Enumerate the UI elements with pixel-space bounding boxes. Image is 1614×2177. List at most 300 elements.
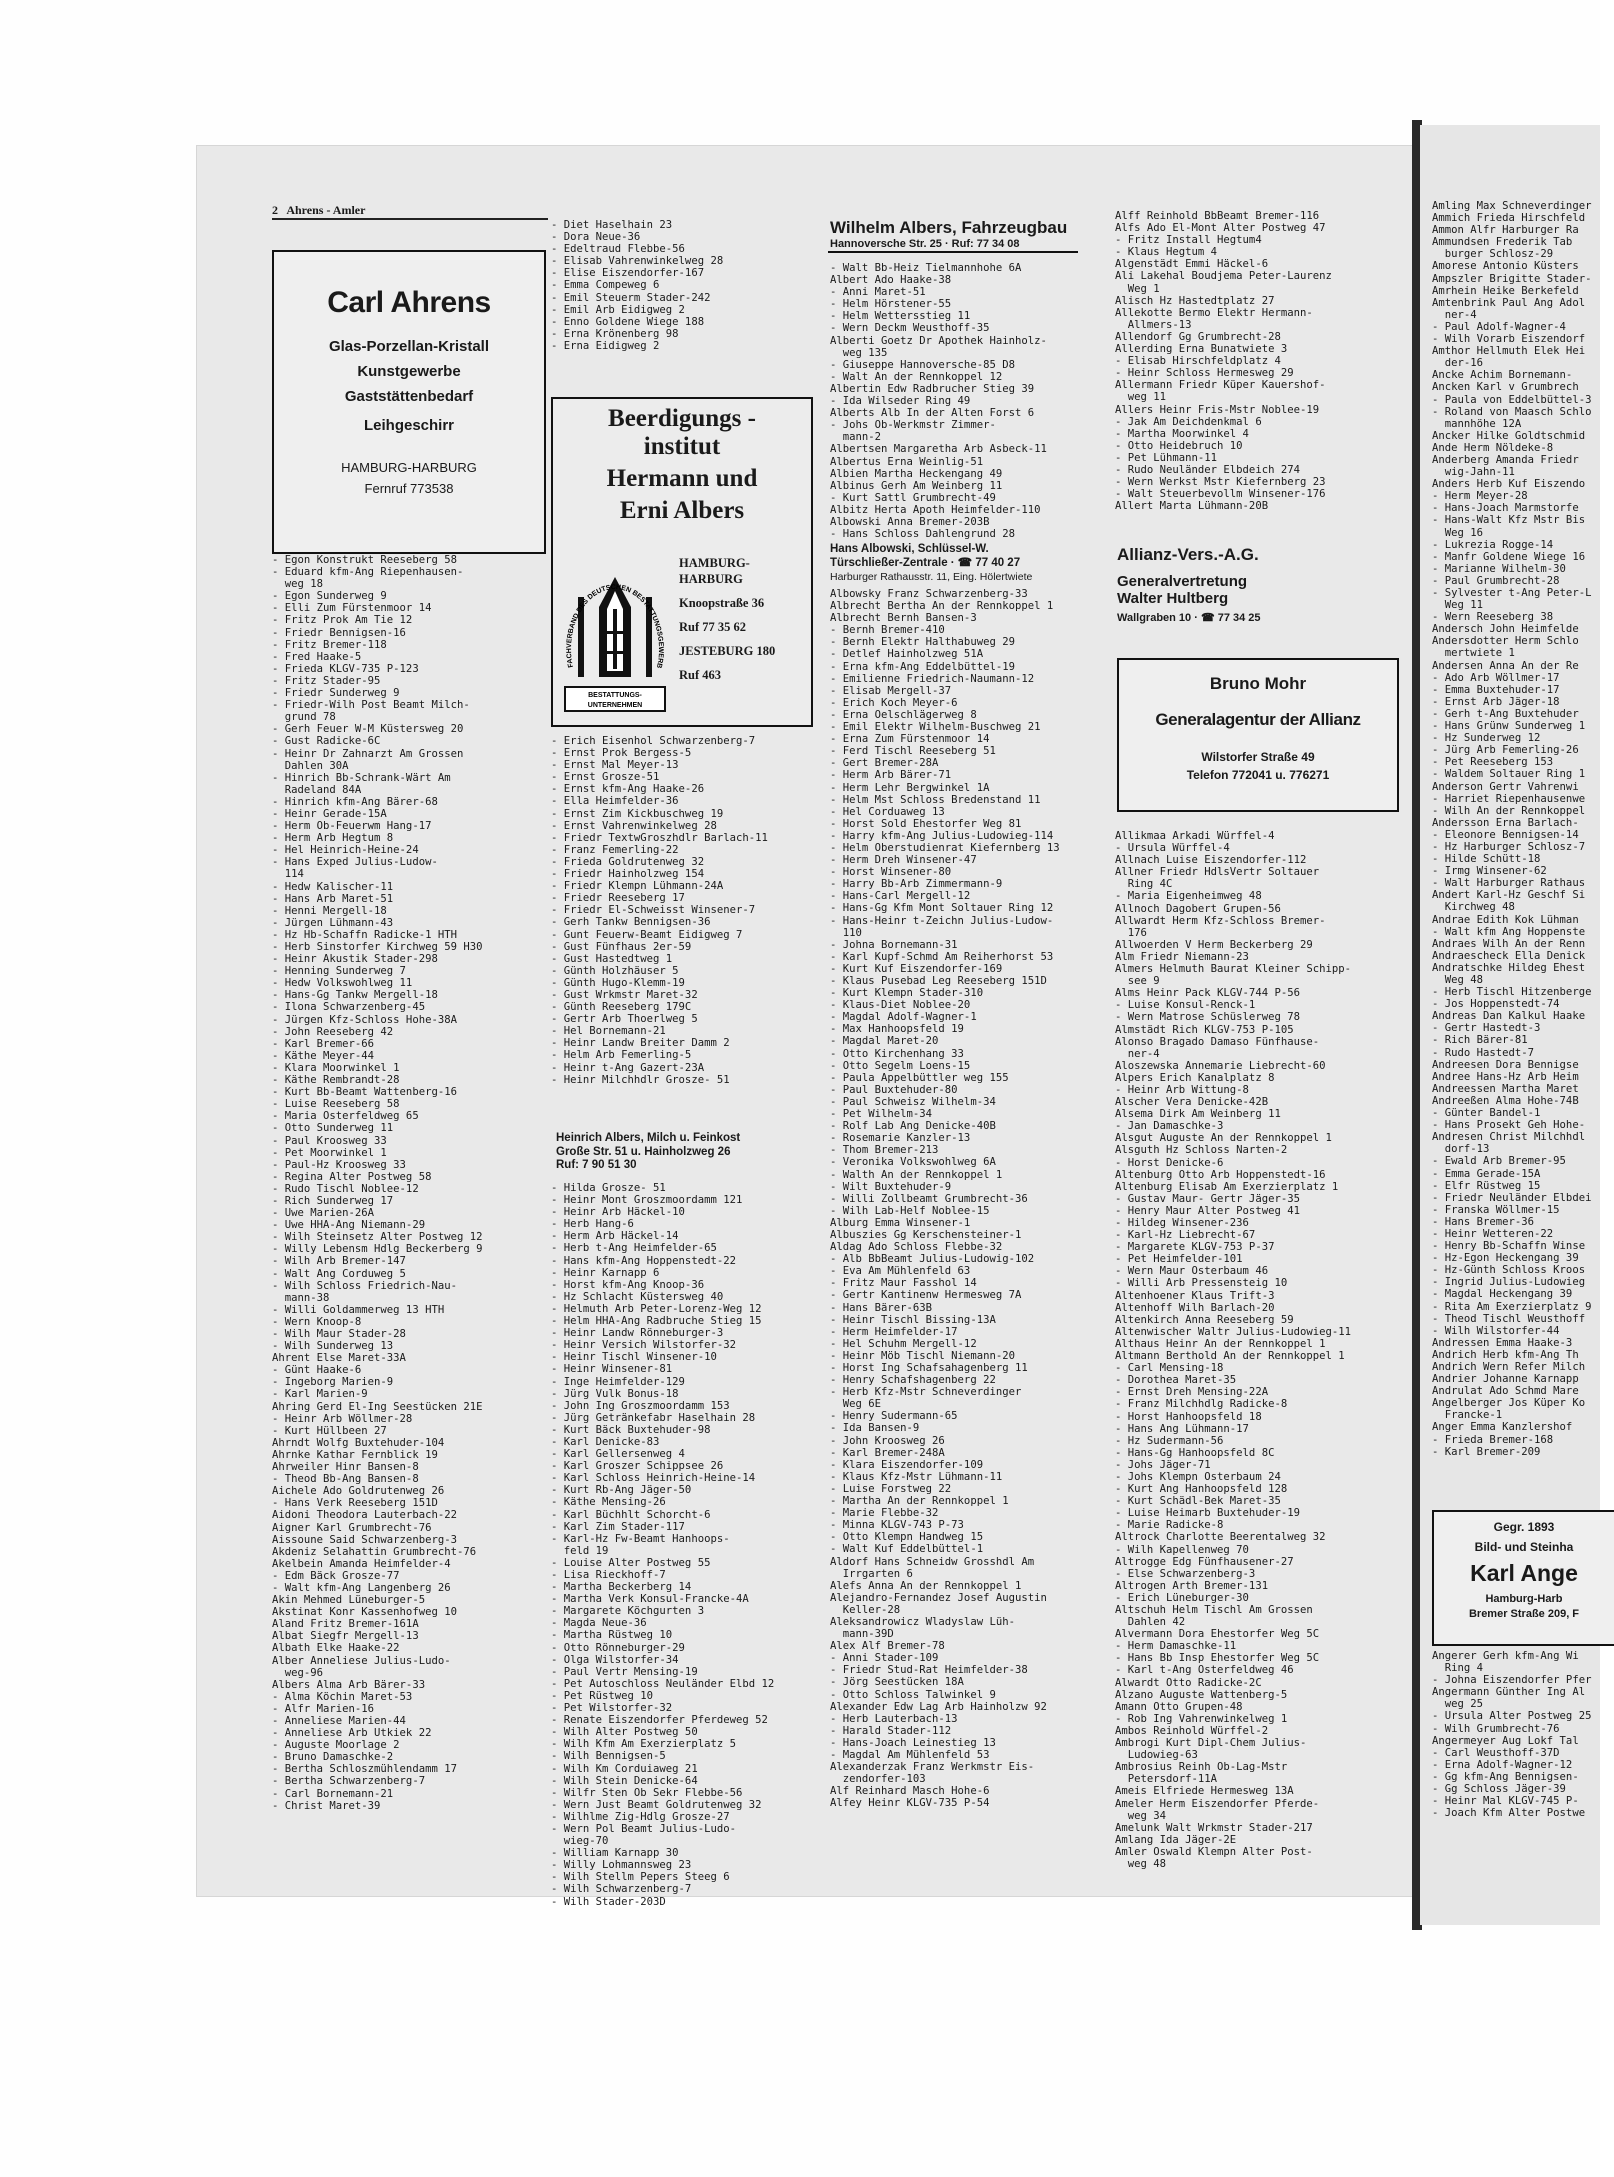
ad-ahrens-line4: Leihgeschirr [363, 417, 455, 434]
listing-entry: Ameler Herm Eiszendorfer Pferde- [1115, 1797, 1320, 1810]
listing-entry: Allwardt Herm Kfz-Schloss Bremer- [1115, 914, 1326, 927]
listing-entry: - Fritz Stader-95 [272, 674, 381, 687]
listing-entry: - Henning Sunderweg 7 [272, 965, 406, 978]
listing-entry: Andressen Emma Haake-3 [1432, 1336, 1573, 1349]
listing-entry: - Sylvester t-Ang Peter-L [1432, 587, 1592, 599]
listing-entry: - Walt Kuf Eddelbüttel-1 [830, 1543, 984, 1556]
svg-text:UNTERNEHMEN: UNTERNEHMEN [587, 702, 643, 709]
page-range-title: Ahrens - Amler [286, 203, 366, 217]
listing-entry: Angermann Günther Ing Al [1432, 1686, 1586, 1699]
listing-entry: - Wilh Alter Postweg 50 [551, 1726, 698, 1739]
listing-entry: Alexanderzak Franz Werkmstr Eis- [830, 1761, 1035, 1774]
listing-entry: - Friedr Hainholzweg 154 [551, 868, 705, 881]
listing-entry: - Heinr Akustik Stader-298 [272, 953, 438, 966]
listing-entry: - Wilh Wilstorfer-44 [1432, 1324, 1560, 1337]
listing-entry: Altrock Charlotte Beerentalweg 32 [1115, 1531, 1326, 1544]
listing-entry: - Friedr Bennigsen-16 [272, 626, 406, 639]
listing-entry: Alonso Bragado Damaso Fünfhause- [1115, 1035, 1320, 1048]
listing-entry: - Gerh t-Ang Buxtehuder [1432, 707, 1579, 720]
listing-entry: - Harriet Riepenhausenwe [1432, 792, 1586, 805]
ad-ahrens-line2: Kunstgewerbe [357, 363, 461, 380]
listing-entry: - Wilh Kapellenweg 70 [1115, 1543, 1249, 1556]
listing-entry: Ring 4C [1115, 878, 1173, 891]
listing-entry: Albertsen Margaretha Arb Asbeck-11 [830, 443, 1047, 456]
listing-entry: Altenkirch Anna Reeseberg 59 [1115, 1313, 1294, 1326]
listing-entry: - Wilh Stader-203D [551, 1895, 666, 1908]
listing-entry: - Fritz Maur Fasshol 14 [830, 1277, 977, 1290]
listing-entry: feld 19 [551, 1544, 609, 1557]
column-2-top [551, 219, 811, 357]
listing-entry: - Pet Rüstweg 10 [551, 1689, 654, 1702]
listing-entry: - Bruno Damaschke-2 [272, 1751, 394, 1764]
listing-entry: - Paul Buxtehuder-80 [830, 1083, 958, 1096]
listing-entry: Amler Oswald Klempn Alter Post- [1115, 1845, 1313, 1858]
listing-entry: - Hinrich kfm-Ang Bärer-68 [272, 795, 438, 808]
listing-entry: Andreesen Dora Bennigse [1432, 1058, 1579, 1071]
listing-entry: Almstädt Rich KLGV-753 P-105 [1115, 1023, 1294, 1036]
listing-entry: - Martha Beckerberg 14 [551, 1581, 692, 1594]
listing-entry: - Johs Ob-Werkmstr Zimmer- [830, 419, 996, 432]
listing-entry: - Friedr Klempn Lühmann-24A [551, 880, 724, 893]
listing-entry: - Carl Bornemann-21 [272, 1787, 394, 1800]
listing-entry: - Wern Knoop-8 [272, 1315, 362, 1328]
listing-entry: Alm Friedr Niemann-23 [1115, 950, 1249, 963]
listing-entry: - Hans-Gg Tankw Mergell-18 [272, 989, 438, 1002]
svg-text:BESTATTUNGS-: BESTATTUNGS- [588, 692, 642, 699]
listing-entry: - Herm Arb Hegtum 8 [272, 832, 394, 845]
listing-entry: Ludowieg-63 [1115, 1749, 1198, 1762]
listing-entry: - Martha Moorwinkel 4 [1115, 427, 1249, 440]
listing-entry: - Hz Sunderweg 12 [1432, 732, 1541, 745]
listing-entry: - Heinr Arb Häckel-10 [551, 1206, 685, 1219]
listing-entry: - Hz Hb-Schaffn Radicke-1 HTH [272, 928, 457, 941]
listing-entry: Alexander Edw Lag Arb Hainholzw 92 [830, 1700, 1047, 1713]
listing-entry: - Klaus Hegtum 4 [1115, 246, 1218, 259]
listing-entry: Ancke Achim Bornemann- [1432, 369, 1573, 382]
ad-bruno-mohr [1117, 658, 1399, 812]
column-1 [272, 554, 547, 1894]
listing-entry: - Bernh Elektr Halthabuweg 29 [830, 636, 1015, 649]
listing-entry: - Renate Eiszendorfer Pferdeweg 52 [551, 1714, 768, 1727]
listing-entry: Weg 1 [1115, 282, 1160, 295]
ad-albers-car-addr: Hannoversche Str. 25 · Ruf: 77 34 08 [830, 238, 1020, 250]
listing-entry: - Paul Kroosweg 33 [272, 1134, 387, 1147]
ad-mohr-name: Bruno Mohr [1209, 674, 1307, 693]
listing-entry: - William Karnapp 30 [551, 1847, 679, 1860]
listing-entry: - Wilh Grumbrecht-76 [1432, 1722, 1560, 1735]
listing-entry: - Luise Konsul-Renck-1 [1115, 999, 1256, 1012]
listing-entry: - Hans-Joach Leinestieg 13 [830, 1736, 996, 1749]
listing-entry: - Heinr Schloss Hermesweg 29 [1115, 367, 1294, 380]
listing-entry: Alms Heinr Pack KLGV-744 P-56 [1115, 987, 1300, 1000]
listing-entry: - Ursula Würffel-4 [1115, 842, 1230, 855]
listing-entry: - Paul Grumbrecht-28 [1432, 574, 1560, 587]
listing-entry: - Gertr Hastedt-3 [1432, 1022, 1541, 1035]
listing-entry: - Christ Maret-39 [272, 1799, 381, 1812]
listing-entry: Akin Mehmed Lüneburger-5 [272, 1594, 426, 1607]
listing-entry: - Irmg Winsener-62 [1432, 865, 1547, 878]
listing-entry: - Heinr Karnapp 6 [551, 1266, 660, 1279]
listing-entry: - Heinr Landw Breiter Damm 2 [551, 1037, 730, 1050]
listing-entry: - Hans Bärer-63B [830, 1301, 933, 1314]
listing-entry: - Heinr Versich Wilstorfer-32 [551, 1339, 736, 1352]
listing-entry: Weg 48 [1432, 974, 1484, 986]
column-4-main [1115, 830, 1405, 1898]
listing-entry: Allwoerden V Herm Beckerberg 29 [1115, 938, 1313, 951]
ad-ahrens-line3: Gaststättenbedarf [344, 388, 474, 405]
listing-entry: - Magdal Am Mühlenfeld 53 [830, 1749, 990, 1761]
listing-entry: - Günt Haake-6 [272, 1364, 362, 1377]
ad-angerer-name: Karl Ange [1470, 1560, 1578, 1586]
listing-entry: - Ilona Schwarzenberg-45 [272, 1001, 426, 1014]
listing-entry: - Wilh Arb Bremer-147 [272, 1255, 406, 1268]
listing-entry: - Hilda Grosze- 51 [551, 1182, 666, 1194]
listing-entry: - Gunt Feuerw-Beamt Eidigweg 7 [551, 928, 743, 941]
listing-entry: - Henry Bb-Schaffn Winse [1432, 1240, 1586, 1253]
listing-entry: - Otto Kirchenhang 33 [830, 1047, 964, 1060]
listing-entry: - Herm Arb Bärer-71 [830, 769, 952, 782]
listing-entry: - Carl Weusthoff-37D [1432, 1746, 1560, 1759]
listing-entry: - Herm Damaschke-11 [1115, 1640, 1237, 1653]
listing-entry: - Walt Ang Corduweg 5 [272, 1267, 406, 1280]
listing-entry: - Gust Fünfhaus 2er-59 [551, 940, 692, 953]
listing-entry: - Rudo Tischl Noblee-12 [272, 1182, 419, 1195]
listing-entry: - Ernst Grosze-51 [551, 771, 660, 784]
listing-entry: - Minna KLGV-743 P-73 [830, 1519, 964, 1532]
listing-entry: - Auguste Moorlage 2 [272, 1739, 400, 1752]
listing-entry: - Walt An der Rennkoppel 12 [830, 370, 1003, 383]
listing-entry: Alsguth Hz Schloss Narten-2 [1115, 1144, 1288, 1157]
listing-entry: - Ernst Prok Bergess-5 [551, 747, 692, 760]
listing-entry: - Hans Arb Maret-51 [272, 892, 394, 905]
listing-entry: der-16 [1432, 357, 1484, 370]
listing-entry: - Elli Zum Fürstenmoor 14 [272, 602, 432, 615]
listing-entry: - Luise Reeseberg 58 [272, 1098, 400, 1111]
listing-entry: Aichele Ado Goldrutenweg 26 [272, 1485, 445, 1498]
listing-entry: - Edeltraud Flebbe-56 [551, 243, 685, 256]
listing-entry: - Johna Eiszendorfer Pfer [1432, 1674, 1592, 1687]
listing-entry: - Johs Jäger-71 [1115, 1458, 1211, 1471]
ad-mohr-addr: Wilstorfer Straße 49 [1201, 750, 1315, 764]
listing-entry: - Rob Ing Vahrenwinkelweg 1 [1115, 1712, 1288, 1725]
listing-entry: Andrich Wern Refer Milch [1432, 1361, 1586, 1373]
listing-entry: Ahring Gerd El-Ing Seestücken 21E [272, 1400, 483, 1413]
listing-entry: - Emil Arb Eidigweg 2 [551, 303, 685, 316]
listing-entry: - Heinr Arb Wöllmer-28 [272, 1412, 413, 1425]
listing-entry: - Frieda Goldrutenweg 32 [551, 855, 705, 868]
listing-entry: Alfey Heinr KLGV-735 P-54 [830, 1797, 990, 1810]
listing-entry: - Käthe Meyer-44 [272, 1049, 375, 1062]
listing-entry: Ammich Frieda Hirschfeld [1432, 212, 1586, 225]
listing-entry: - Heinr Arb Wittung-8 [1115, 1083, 1249, 1096]
listing-entry: Albath Elke Haake-22 [272, 1642, 400, 1655]
listing-entry: - Rich Sunderweg 17 [272, 1194, 394, 1207]
listing-entry: - Jan Damaschke-3 [1115, 1120, 1224, 1133]
listing-entry: weg 48 [1115, 1857, 1167, 1870]
listing-entry: - Heinr Mal KLGV-745 P- [1432, 1795, 1579, 1808]
listing-entry: - Alfr Marien-16 [272, 1702, 375, 1715]
listing-entry: mertwiete 1 [1432, 647, 1515, 660]
listing-entry: - Ida Bansen-9 [830, 1422, 920, 1435]
listing-entry: - Wern Matrose Schüslerweg 78 [1115, 1011, 1300, 1024]
listing-entry: Angelberger Jos Küper Ko [1432, 1397, 1586, 1410]
listing-entry: - Karl-Hz Fw-Beamt Hanhoops- [551, 1532, 730, 1545]
listing-entry: - Herm Meyer-28 [1432, 490, 1528, 503]
listing-entry: 176 [1115, 926, 1147, 939]
listing-entry: Algenstädt Emmi Häckel-6 [1115, 258, 1269, 271]
listing-entry: - Gustav Maur- Gertr Jäger-35 [1115, 1192, 1300, 1205]
ad-angerer-founded: Gegr. 1893 [1493, 1520, 1555, 1534]
listing-entry: - Magdal Maret-20 [830, 1035, 939, 1048]
listing-entry: - Herb Tischl Hitzenberge [1432, 986, 1592, 999]
listing-entry: Andersch John Heimfelde [1432, 623, 1579, 636]
listing-entry: 110 [830, 926, 862, 939]
listing-entry: Andersson Erna Barlach- [1432, 816, 1579, 829]
listing-entry: Aldorf Hans Schneidw Grosshdl Am [830, 1555, 1035, 1568]
listing-entry: - Joach Kfm Alter Postwe [1432, 1807, 1586, 1820]
listing-entry: Amlang Ida Jäger-2E [1115, 1833, 1237, 1846]
ad-allianz-addr: Wallgraben 10 · ☎ 77 34 25 [1117, 612, 1261, 624]
listing-entry: - Günth Hugo-Klemm-19 [551, 976, 685, 989]
page-number: 2 [272, 203, 278, 217]
listing-entry: - Gust Radicke-6C [272, 735, 381, 748]
listing-entry: - Pet Wilhelm-34 [830, 1108, 933, 1121]
listing-entry: - Waldem Soltauer Ring 1 [1432, 768, 1586, 781]
listing-entry: weg 34 [1115, 1809, 1167, 1822]
listing-entry: - Herm Arb Häckel-14 [551, 1230, 679, 1243]
listing-entry: - Karl Bremer-248A [830, 1446, 945, 1459]
listing-entry: - Horst Ing Schafsahagenberg 11 [830, 1362, 1028, 1374]
listing-entry: Allner Friedr HdlsVertr Soltauer [1115, 866, 1320, 879]
listing-entry: - Günter Bandel-1 [1432, 1107, 1541, 1120]
listing-entry: - Herm Dreh Winsener-47 [830, 854, 977, 867]
header-rule [272, 218, 548, 220]
listing-entry: Anders Herb Kuf Eiszendo [1432, 478, 1586, 491]
listing-entry: - Hans Grünw Sunderweg 1 [1432, 720, 1586, 733]
listing-entry: Alsgut Auguste An der Rennkoppel 1 [1115, 1132, 1332, 1145]
listing-entry: - Herm Heimfelder-17 [830, 1325, 958, 1338]
listing-entry: Francke-1 [1432, 1409, 1503, 1422]
listing-entry: Allekotte Bermo Elektr Hermann- [1115, 306, 1313, 319]
listing-entry: Albien Martha Heckengang 49 [830, 467, 1003, 480]
listing-entry: Albert Ado Haake-38 [830, 274, 952, 287]
listing-entry: - Herm Lehr Bergwinkel 1A [830, 781, 990, 794]
listing-entry: - Willi Arb Pressensteig 10 [1115, 1277, 1288, 1290]
listing-entry: Albowsky Franz Schwarzenberg-33 [830, 588, 1028, 600]
listing-entry: - Anneliese Marien-44 [272, 1715, 406, 1727]
listing-entry: - Margarete Köchgurten 3 [551, 1605, 705, 1618]
listing-entry: - Klaus Kfz-Mstr Lühmann-11 [830, 1470, 1003, 1483]
listing-entry: - Wilh Maur Stader-28 [272, 1328, 406, 1340]
listing-entry: - Edm Bäck Grosze-77 [272, 1569, 400, 1582]
listing-entry: Ahrent Else Maret-33A [272, 1352, 406, 1365]
ad-albowski-sub: Türschließer-Zentrale · ☎ 77 40 27 [830, 557, 1021, 569]
listing-entry: - Margarete KLGV-753 P-37 [1115, 1241, 1275, 1254]
listing-entry: - Hans Verk Reeseberg 151D [272, 1497, 438, 1510]
listing-entry: - Pet Heimfelder-101 [1115, 1253, 1243, 1266]
listing-entry: weg 11 [1115, 391, 1167, 404]
listing-entry: - Giuseppe Hannoversche-85 D8 [830, 358, 1015, 371]
listing-entry: - Friedr El-Schweisst Winsener-7 [551, 904, 756, 917]
listing-entry: - Herb Lauterbach-13 [830, 1712, 958, 1725]
listing-entry: - Willy Lebensm Hdlg Beckerberg 9 [272, 1243, 483, 1256]
listing-entry: Andreas Dan Kalkul Haake [1432, 1010, 1586, 1023]
listing-entry: Dahlen 42 [1115, 1616, 1186, 1629]
listing-entry: Alpers Erich Kanalplatz 8 [1115, 1071, 1275, 1084]
listing-entry: burger Schlosz-29 [1432, 248, 1554, 261]
listing-entry: - Helm Oberstudienrat Kiefernberg 13 [830, 841, 1060, 854]
listing-entry: - Karl Gellersenweg 4 [551, 1448, 685, 1461]
listing-entry: Alfs Ado El-Mont Alter Postweg 47 [1115, 222, 1326, 235]
listing-entry: - Luise Forstweg 22 [830, 1482, 952, 1495]
listing-entry: weg 135 [830, 346, 888, 359]
listing-entry: - Klara Moorwinkel 1 [272, 1061, 400, 1074]
listing-entry: - Heinr Mont Groszmoordamm 121 [551, 1194, 743, 1207]
listing-entry: - Kurt Bb-Beamt Wattenberg-16 [272, 1086, 457, 1099]
listing-entry: Andrich Herb kfm-Ang Th [1432, 1348, 1579, 1361]
listing-entry: - Marie Radicke-8 [1115, 1519, 1224, 1532]
column-4-top [1115, 210, 1405, 515]
listing-entry: Andrae Edith Kok Lühman [1432, 913, 1579, 926]
listing-entry: - Herb Hang-6 [551, 1218, 634, 1231]
listing-entry: - Hans-Heinr t-Zeichn Julius-Ludow- [830, 914, 1054, 927]
listing-entry: Allers Heinr Fris-Mstr Noblee-19 [1115, 403, 1320, 416]
listing-entry: - Anneliese Arb Utkiek 22 [272, 1727, 432, 1740]
listing-entry: - Hel Heinrich-Heine-24 [272, 844, 419, 857]
listing-entry: wieg-70 [551, 1835, 609, 1848]
listing-entry: - Karl Groszer Schippsee 26 [551, 1460, 724, 1473]
ad-mohr-sub: Generalagentur der Allianz [1155, 710, 1361, 729]
listing-entry: - Hans-Carl Mergell-12 [830, 890, 971, 903]
listing-entry: - Harry Bb-Arb Zimmermann-9 [830, 878, 1003, 891]
listing-entry: - John Kroosweg 26 [830, 1434, 945, 1447]
listing-entry: Akdeniz Selahattin Grumbrecht-76 [272, 1545, 477, 1558]
listing-entry: - Wilh Bennigsen-5 [551, 1750, 666, 1763]
listing-entry: - Kurt Ang Hanhoopsfeld 128 [1115, 1483, 1288, 1496]
listing-entry: - Olga Wilstorfer-34 [551, 1653, 679, 1666]
listing-entry: Angerer Gerh kfm-Ang Wi [1432, 1650, 1579, 1662]
listing-entry: - Hans-Gg Kfm Mont Soltauer Ring 12 [830, 902, 1054, 915]
listing-entry: Ambos Reinhold Würffel-2 [1115, 1724, 1269, 1737]
listing-entry: - Magda Neue-36 [551, 1617, 647, 1630]
listing-entry: - Emma Buxtehuder-17 [1432, 683, 1560, 696]
listing-entry: - Otto Rönneburger-29 [551, 1641, 685, 1654]
listing-entry: Allnach Luise Eiszendorfer-112 [1115, 854, 1307, 867]
listing-entry: - Ingeborg Marien-9 [272, 1376, 394, 1389]
listing-entry: - Ado Arb Wöllmer-17 [1432, 671, 1560, 684]
listing-entry: - Pet Lühmann-11 [1115, 451, 1218, 464]
listing-entry: Altschuh Helm Tischl Am Grossen [1115, 1604, 1313, 1616]
listing-entry: - Ernst Arb Jäger-18 [1432, 695, 1560, 708]
listing-entry: - Paul Vertr Mensing-19 [551, 1665, 698, 1678]
listing-entry: - Helm Mst Schloss Bredenstand 11 [830, 793, 1041, 806]
listing-entry: - Johna Bornemann-31 [830, 938, 958, 951]
listing-entry: - Luise Heimarb Buxtehuder-19 [1115, 1507, 1300, 1520]
listing-entry: - Karl t-Ang Osterfeldweg 46 [1115, 1664, 1294, 1677]
listing-entry: Andreeßen Alma Hohe-74B [1432, 1094, 1579, 1107]
listing-entry: - Fritz Install Hegtum4 [1115, 234, 1262, 247]
listing-entry: - Willy Lohmannsweg 23 [551, 1859, 692, 1872]
listing-entry: Alzano Auguste Wattenberg-5 [1115, 1688, 1288, 1701]
listing-entry: - Emma Compeweg 6 [551, 279, 660, 292]
listing-entry: - Diet Haselhain 23 [551, 219, 673, 231]
listing-entry: - Hans-Walt Kfz Mstr Bis [1432, 514, 1586, 527]
listing-entry: - Walt Bb-Heiz Tielmannhohe 6A [830, 262, 1022, 274]
listing-entry: weg-96 [272, 1666, 324, 1679]
listing-entry: - Martha Rüstweg 10 [551, 1629, 673, 1642]
listing-entry: Aldag Ado Schloss Flebbe-32 [830, 1241, 1003, 1254]
listing-entry: - Horst kfm-Ang Knoop-36 [551, 1278, 705, 1291]
listing-entry: - Erich Lüneburger-30 [1115, 1591, 1249, 1604]
listing-entry: Andresen Christ Milchhdl [1432, 1131, 1586, 1144]
listing-entry: Amling Max Schneverdinger [1432, 200, 1592, 212]
listing-entry: Allmers-13 [1115, 318, 1192, 331]
listing-entry: - Rich Bärer-81 [1432, 1034, 1528, 1047]
listing-entry: - Wilh Lab-Helf Noblee-15 [830, 1204, 990, 1217]
listing-entry: - Theod Tischl Weusthoff [1432, 1312, 1586, 1325]
listing-entry: - Erich Koch Meyer-6 [830, 696, 958, 709]
listing-entry: - Walth An der Rennkoppel 1 [830, 1168, 1003, 1181]
listing-entry: - Jörg Seestücken 18A [830, 1676, 964, 1689]
listing-entry: - Henni Mergell-18 [272, 904, 387, 917]
listing-entry: - Else Schwarzenberg-3 [1115, 1567, 1256, 1580]
listing-entry: - Friedr-Wilh Post Beamt Milch- [272, 699, 470, 712]
listing-entry: Aidoni Theodora Lauterbach-22 [272, 1509, 457, 1522]
listing-entry: - Karl Kupf-Schmd Am Reiherhorst 53 [830, 950, 1054, 963]
listing-entry: - Kurt Bäck Buxtehuder-98 [551, 1423, 711, 1436]
listing-entry: Ammon Alfr Harburger Ra [1432, 224, 1579, 237]
listing-entry: - Karl Schloss Heinrich-Heine-14 [551, 1472, 756, 1485]
listing-entry: - Friedr Neuländer Elbdei [1432, 1191, 1592, 1204]
listing-entry: - Käthe Mensing-26 [551, 1496, 666, 1509]
listing-entry: - Helm Arb Femerling-5 [551, 1049, 692, 1062]
listing-entry: - Wilh Schloss Friedrich-Nau- [272, 1279, 457, 1292]
listing-entry: - Pet Wilstorfer-32 [551, 1702, 673, 1715]
listing-entry: Altenhoff Wilh Barlach-20 [1115, 1301, 1275, 1314]
listing-entry: - Paul-Hz Kroosweg 33 [272, 1158, 406, 1171]
ad-wilhelm-albers [830, 218, 1067, 250]
listing-entry: - Maria Eigenheimweg 48 [1115, 890, 1262, 903]
ad-beerdigungsinstitut [551, 397, 813, 727]
listing-entry: - Wilt Buxtehuder-9 [830, 1180, 952, 1193]
listing-entry: Alscher Vera Denicke-42B [1115, 1096, 1269, 1109]
listing-entry: - Kurt Schädl-Bek Maret-35 [1115, 1495, 1281, 1508]
listing-entry: Ande Herm Nöldeke-8 [1432, 441, 1554, 454]
listing-entry: - Ernst Vahrenwinkelweg 28 [551, 819, 717, 832]
listing-entry: Andree Hans-Hz Arb Heim [1432, 1070, 1579, 1083]
listing-entry: Andrulat Ado Schmd Mare [1432, 1385, 1579, 1398]
ad-funeral-town: JESTEBURG 180 [679, 644, 776, 658]
listing-entry: - Heinr Dr Zahnarzt Am Grossen [272, 747, 464, 760]
listing-entry: - Alma Köchin Maret-53 [272, 1690, 413, 1703]
listing-entry: Ancken Karl v Grumbrech [1432, 381, 1579, 394]
listing-entry: - Wern Werkst Mstr Kiefernberg 23 [1115, 476, 1326, 489]
listing-entry: Aissoune Said Schwarzenberg-3 [272, 1533, 457, 1546]
listing-entry: - Erna Oelschlägerweg 8 [830, 708, 977, 721]
listing-entry: - Herb Sinstorfer Kirchweg 59 H30 [272, 941, 483, 953]
listing-entry: Alejandro-Fernandez Josef Augustin [830, 1591, 1047, 1604]
listing-entry: - Wilh An der Rennkoppel [1432, 804, 1586, 817]
listing-entry: - Wern Just Beamt Goldrutenweg 32 [551, 1798, 762, 1811]
listing-entry: Albowski Anna Bremer-203B [830, 515, 990, 528]
listing-entry: - Bertha Schloszmühlendamm 17 [272, 1763, 457, 1776]
listing-entry: - Enno Goldene Wiege 188 [551, 315, 705, 328]
listing-entry: Altrogge Edg Fünfhausener-27 [1115, 1555, 1294, 1568]
listing-entry: Alff Reinhold BbBeamt Bremer-116 [1115, 210, 1320, 222]
church-seal-emblem [559, 547, 671, 715]
listing-entry: see 9 [1115, 975, 1160, 988]
listing-entry: - Hz-Egon Heckengang 39 [1432, 1252, 1579, 1265]
